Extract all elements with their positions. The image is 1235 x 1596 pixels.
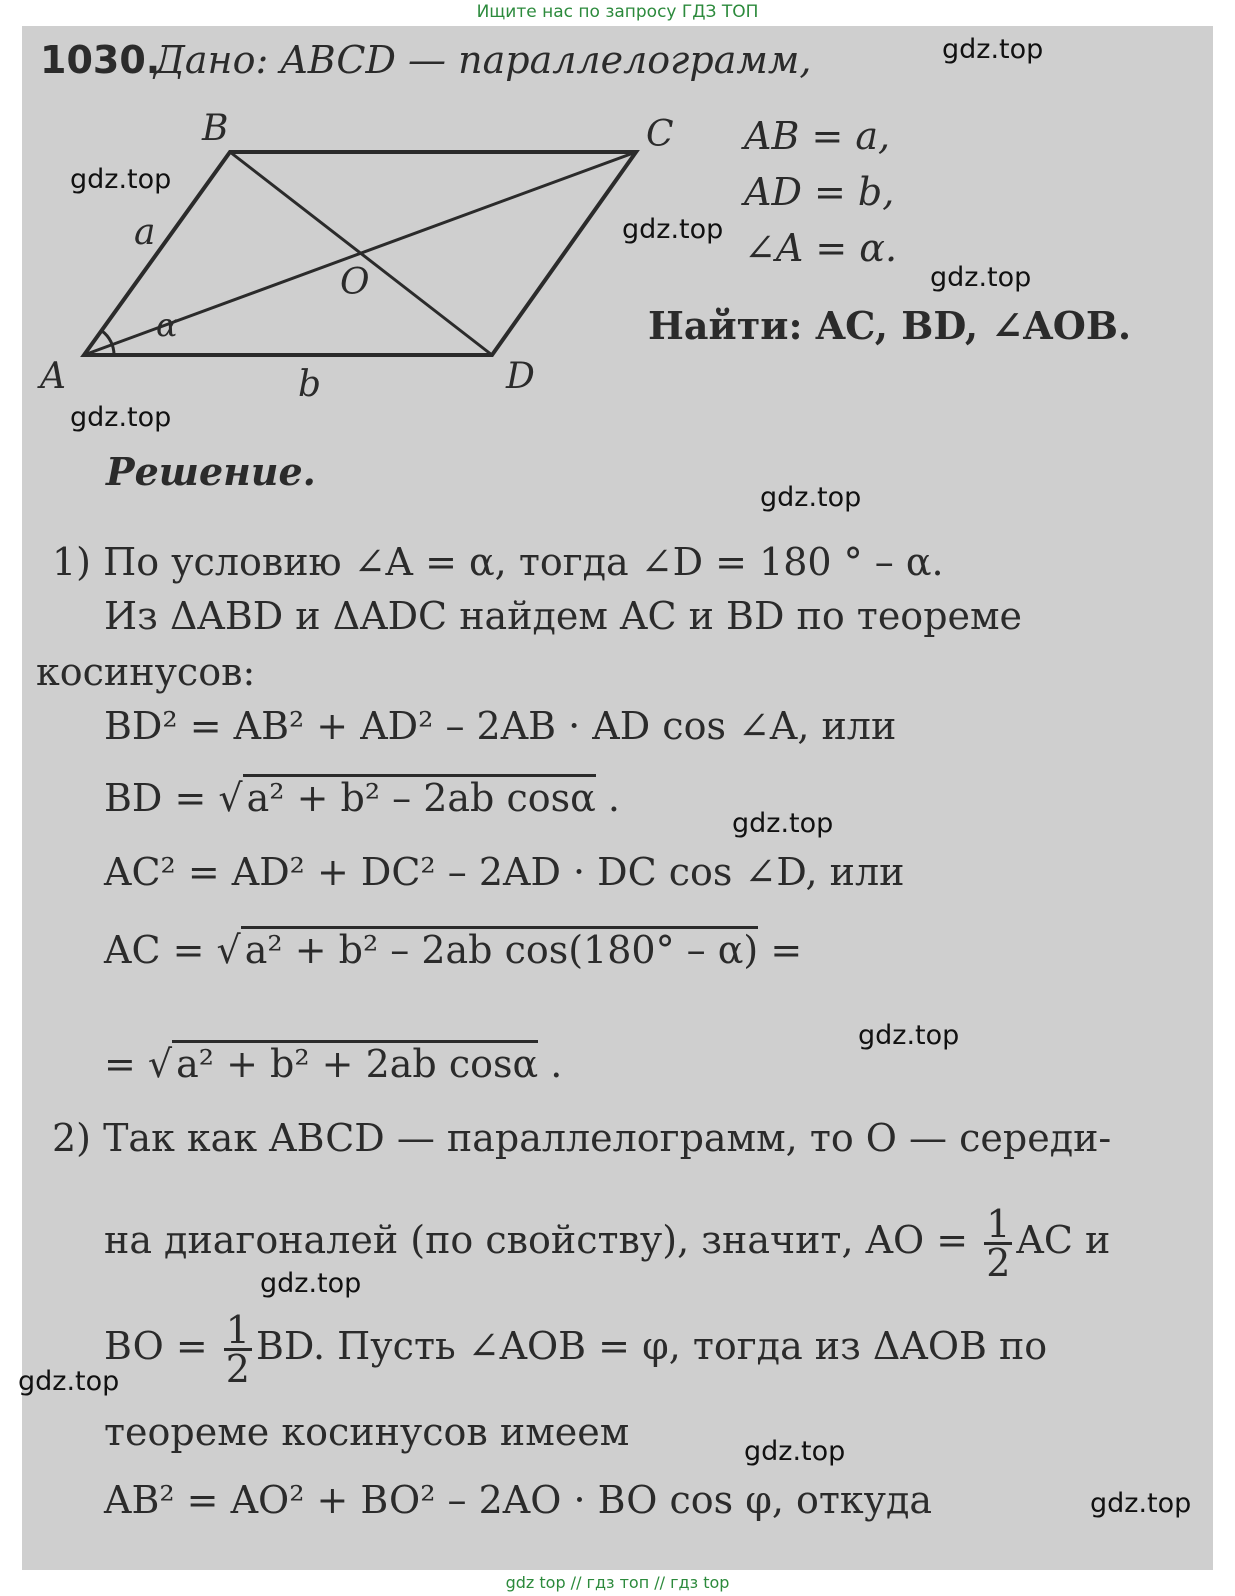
watermark-6: gdz.top [760, 482, 862, 513]
watermark-7: gdz.top [732, 808, 834, 839]
ac-end: = [758, 928, 803, 972]
bd-squared-formula: BD² = AB² + AD² – 2AB · AD cos ∠A, или [104, 704, 897, 748]
vertex-d-label: D [506, 356, 535, 397]
watermark-3: gdz.top [622, 214, 724, 245]
solution-title: Решение. [106, 449, 316, 494]
step2-line2-text: на диагоналей (по свойству), значит, AO = [104, 1218, 981, 1262]
ac2-left: = [104, 1042, 148, 1086]
step1-line1: 1) По условию ∠A = α, тогда ∠D = 180 ° – α. [52, 540, 944, 584]
bd-formula: BD = √ a² + b² – 2ab cosα . [104, 776, 620, 820]
watermark-5: gdz.top [70, 402, 172, 433]
step2-line3-end: BD. Пусть ∠AOB = φ, тогда из ΔAOB по [255, 1324, 1048, 1368]
given-ad: AD = b, [744, 170, 895, 214]
vertex-b-label: B [202, 108, 229, 149]
step2-line5: AB² = AO² + BO² – 2AO · BO cos φ, откуда [104, 1478, 933, 1522]
given-ab: AB = a, [744, 114, 891, 158]
step2-line3 [104, 1308, 1048, 1391]
ac-squared-formula: AC² = AD² + DC² – 2AD · DC cos ∠D, или [104, 850, 905, 894]
watermark-11: gdz.top [744, 1436, 846, 1467]
problem-number: 1030. [40, 38, 161, 82]
fraction-one-half-2: $\frac{1}{2}$ [225, 1308, 250, 1391]
step2-line2-end: AC и [1016, 1218, 1111, 1262]
side-a-label: a [134, 212, 156, 253]
given-title: Дано: ABCD — параллелограмм, [154, 38, 812, 82]
fraction-one-half: $\frac{1}{2}$ [986, 1202, 1011, 1285]
watermark-2: gdz.top [70, 164, 172, 195]
vertex-c-label: C [646, 114, 674, 155]
ac2-root: a² + b² + 2ab cosα [172, 1040, 538, 1085]
bd-root: a² + b² – 2ab cosα [243, 774, 596, 819]
ac-left: AC = [104, 928, 217, 972]
bd-end: . [595, 776, 620, 820]
watermark-1: gdz.top [942, 34, 1044, 65]
top-banner[interactable]: Ищите нас по запросу ГДЗ ТОП [0, 0, 1235, 26]
ac2-end: . [538, 1042, 563, 1086]
bd-left: BD = [104, 776, 219, 820]
step2-line4: теореме косинусов имеем [104, 1410, 630, 1454]
parallelogram-figure [22, 26, 662, 426]
watermark-12: gdz.top [1090, 1488, 1192, 1519]
step1-line3: косинусов: [36, 650, 256, 694]
watermark-8: gdz.top [858, 1020, 960, 1051]
side-b-label: b [298, 364, 322, 405]
step2-line3-start: BO = [104, 1324, 220, 1368]
step1-line2: Из ΔABD и ΔADC найдем AC и BD по теореме [104, 594, 1023, 638]
angle-alpha-label: α [156, 306, 178, 344]
step2-line1: 2) Так как ABCD — параллелограмм, то O — середи- [52, 1116, 1112, 1160]
given-angle-a: ∠A = α. [744, 226, 898, 270]
find-line: Найти: AC, BD, ∠AOB. [648, 303, 1132, 348]
bottom-banner[interactable]: gdz top // гдз топ // гдз top [0, 1570, 1235, 1596]
vertex-a-label: A [40, 356, 66, 397]
textbook-page [18, 26, 1213, 1570]
watermark-9: gdz.top [260, 1268, 362, 1299]
ac-formula: AC = √ a² + b² – 2ab cos(180° – α) = [104, 928, 803, 972]
point-o-label: O [340, 262, 370, 303]
ac-root: a² + b² – 2ab cos(180° – α) [241, 926, 759, 971]
diagonal-bd [230, 152, 492, 355]
ac-result-formula: = √ a² + b² + 2ab cosα . [104, 1042, 563, 1086]
watermark-10: gdz.top [18, 1366, 120, 1397]
watermark-4: gdz.top [930, 262, 1032, 293]
angle-alpha-arc [102, 331, 114, 355]
